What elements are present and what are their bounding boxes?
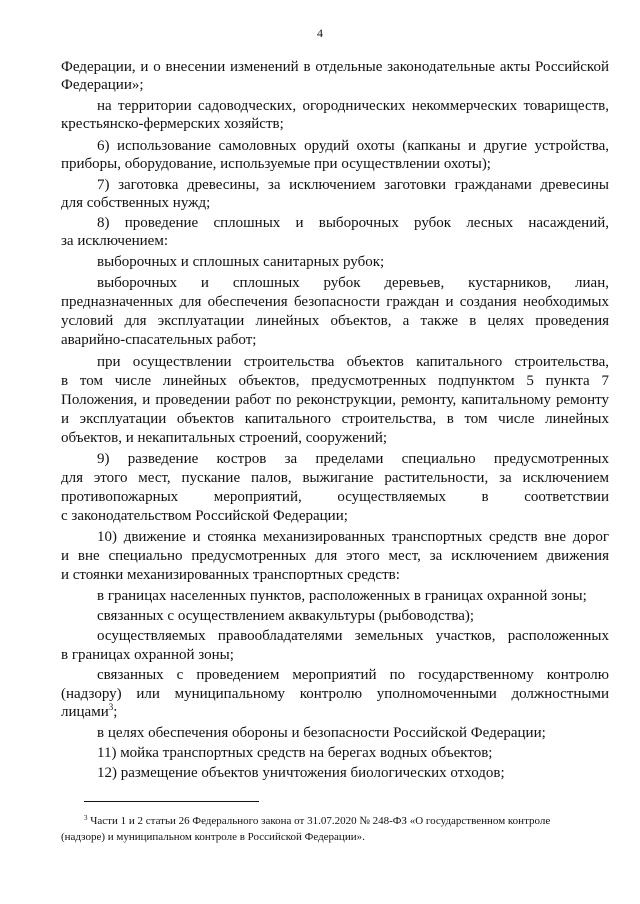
text-line: и вне специально предусмотренных для этого мест, за исключением движения — [61, 548, 609, 564]
text-line — [61, 703, 609, 721]
text-line: условий для эксплуатации линейных объектов, а также в целях проведения — [61, 313, 609, 329]
line-text: ; — [113, 704, 118, 720]
text-line: крестьянско-фермерских хозяйств; — [61, 116, 284, 132]
text-line: аварийно-спасательных работ; — [61, 332, 257, 348]
text-line: 8) проведение сплошных и выборочных рубок лесных насаждений, — [97, 215, 609, 231]
line-text: лицами — [61, 704, 109, 720]
text-line: 10) движение и стоянка механизированных транспортных средств вне дорог — [97, 529, 609, 545]
text-line: выборочных и сплошных санитарных рубок; — [97, 254, 385, 270]
text-line: 6) использование самоловных орудий охоты (капканы и другие устройства, — [97, 138, 609, 154]
text-line: противопожарных мероприятий, осуществляемых в соответствии — [61, 489, 609, 505]
text-line: с законодательством Российской Федерации; — [61, 508, 348, 524]
text-line: приборы, оборудование, используемые при осуществлении охоты); — [61, 156, 491, 172]
text-line: за исключением: — [61, 233, 168, 249]
text-line: выборочных и сплошных рубок деревьев, кустарников, лиан, — [97, 275, 609, 291]
footnote-ref[interactable]: 3 — [108, 702, 114, 712]
text-line: 12) размещение объектов уничтожения биологических отходов; — [97, 765, 505, 781]
page-number: 4 — [317, 26, 323, 40]
text-line: (надзору) или муниципальному контролю уполномоченными должностными — [61, 686, 609, 702]
text-line: и стоянки механизированных транспортных средств: — [61, 567, 400, 583]
text-line: в том числе линейных объектов, предусмотренных подпунктом 5 пункта 7 — [61, 373, 609, 389]
text-line: объектов, и некапитальных строений, сооружений; — [61, 430, 388, 446]
text-line: и эксплуатации объектов капитального строительства, в том числе линейных — [61, 411, 609, 427]
text-line: для этого мест, пускание палов, выжигание растительности, за исключением — [61, 470, 609, 486]
text-line: связанных с осуществлением аквакультуры (рыбоводства); — [97, 608, 475, 624]
text-line: Федерации»; — [61, 77, 144, 93]
footnote-line: (надзоре) и муниципальном контроле в Российской Федерации». — [61, 831, 365, 843]
text-line: в границах населенных пунктов, расположенных в границах охранной зоны; — [97, 588, 587, 604]
text-line: Федерации, и о внесении изменений в отдельные законодательные акты Российской — [61, 59, 609, 75]
footnote-text: Части 1 и 2 статьи 26 Федерального закона от 31.07.2020 № 248-ФЗ «О государственном контроле — [90, 815, 551, 827]
text-line: при осуществлении строительства объектов капитального строительства, — [97, 354, 609, 370]
text-line: 7) заготовка древесины, за исключением заготовки гражданами древесины — [97, 177, 609, 193]
footnote-marker: 3 — [84, 814, 88, 822]
footnote-line — [84, 814, 609, 828]
text-line: в границах охранной зоны; — [61, 647, 234, 663]
text-line: осуществляемых правообладателями земельных участков, расположенных — [97, 628, 609, 644]
text-line: Положения, и проведении работ по реконструкции, ремонту, капитальному ремонту — [61, 392, 609, 408]
text-line: 9) разведение костров за пределами специально предусмотренных — [97, 451, 609, 467]
footnote-separator — [84, 801, 259, 802]
text-line: 11) мойка транспортных средств на берегах водных объектов; — [97, 745, 493, 761]
text-line: для собственных нужд; — [61, 195, 211, 211]
text-line: в целях обеспечения обороны и безопасности Российской Федерации; — [97, 725, 546, 741]
text-line: предназначенных для обеспечения безопасности граждан и создания необходимых — [61, 294, 609, 310]
text-line: связанных с проведением мероприятий по государственному контролю — [97, 667, 609, 683]
text-line: на территории садоводческих, огороднических некоммерческих товариществ, — [97, 98, 609, 114]
